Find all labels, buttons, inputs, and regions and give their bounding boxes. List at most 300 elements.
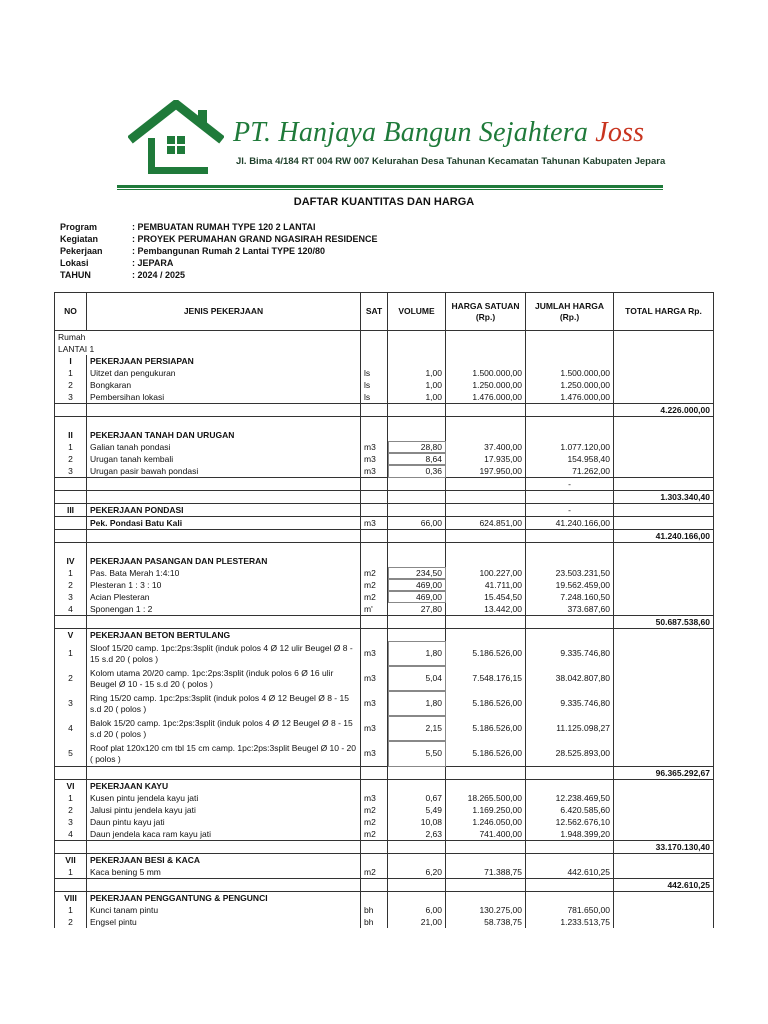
note-row — [55, 343, 714, 355]
item-unit: m3 — [361, 441, 388, 453]
item-description: Kolom utama 20/20 camp. 1pc:2ps:3split (induk polos 6 Ø 16 ulir Beugel Ø 10 - 15 s.d 20 ( polos ) — [87, 666, 361, 691]
empty-cell — [526, 530, 614, 543]
item-unit: m2 — [361, 579, 388, 591]
item-no: 1 — [55, 441, 87, 453]
item-no: 1 — [55, 792, 87, 804]
item-description: Bongkaran — [87, 379, 361, 391]
item-volume: 21,00 — [388, 916, 446, 928]
empty-cell — [614, 441, 714, 453]
empty-cell — [614, 579, 714, 591]
project-info-key: Pekerjaan — [60, 246, 103, 256]
item-volume: 469,00 — [388, 579, 446, 591]
item-unit-price: 13.442,00 — [446, 603, 526, 616]
empty-cell — [614, 716, 714, 741]
empty-cell — [614, 331, 714, 344]
header-volume: VOLUME — [388, 293, 446, 331]
item-volume: 1,80 — [388, 641, 446, 666]
item-row — [55, 741, 714, 767]
item-volume: 1,00 — [388, 391, 446, 404]
empty-cell — [361, 404, 388, 417]
empty-cell — [361, 892, 388, 905]
section-title: PEKERJAAN PERSIAPAN — [87, 355, 361, 367]
empty-cell — [446, 892, 526, 905]
empty-cell — [446, 417, 526, 430]
item-amount: 38.042.807,80 — [526, 666, 614, 691]
empty-cell — [526, 854, 614, 867]
item-no: 2 — [55, 579, 87, 591]
header-harga: HARGA SATUAN (Rp.) — [446, 293, 526, 331]
empty-cell — [614, 355, 714, 367]
item-row — [55, 579, 714, 591]
item-volume: 1,00 — [388, 379, 446, 391]
empty-cell — [388, 543, 446, 556]
empty-cell — [614, 892, 714, 905]
empty-cell — [388, 555, 446, 567]
empty-cell — [361, 429, 388, 441]
item-description: Roof plat 120x120 cm tbl 15 cm camp. 1pc:2ps:3split Beugel Ø 10 - 20 ( polos ) — [87, 741, 361, 767]
empty-cell — [388, 767, 446, 780]
item-row — [55, 367, 714, 379]
subtotal-row — [55, 841, 714, 854]
item-row — [55, 916, 714, 928]
empty-cell — [446, 504, 526, 517]
item-unit: m3 — [361, 641, 388, 666]
blank-row — [55, 543, 714, 556]
item-no: 1 — [55, 866, 87, 879]
item-volume: 1,00 — [388, 367, 446, 379]
empty-cell — [614, 379, 714, 391]
project-info-row — [60, 246, 378, 258]
subtotal-row — [55, 404, 714, 417]
empty-cell — [526, 343, 614, 355]
item-description: Daun pintu kayu jati — [87, 816, 361, 828]
empty-cell — [55, 616, 87, 629]
item-no: 2 — [55, 453, 87, 465]
item-no: 2 — [55, 804, 87, 816]
item-volume: 1,80 — [388, 691, 446, 716]
item-amount: 1.077.120,00 — [526, 441, 614, 453]
empty-cell — [614, 666, 714, 691]
item-amount: 12.562.676,10 — [526, 816, 614, 828]
item-amount: 28.525.893,00 — [526, 741, 614, 767]
empty-cell — [361, 417, 388, 430]
empty-cell — [361, 854, 388, 867]
empty-cell — [446, 343, 526, 355]
empty-cell — [55, 841, 87, 854]
empty-cell — [526, 404, 614, 417]
section-row — [55, 780, 714, 793]
item-unit: m2 — [361, 828, 388, 841]
empty-cell — [361, 343, 388, 355]
item-amount: 1.476.000,00 — [526, 391, 614, 404]
item-unit: m2 — [361, 591, 388, 603]
section-row — [55, 429, 714, 441]
item-no: 5 — [55, 741, 87, 767]
item-amount: 19.562.459,00 — [526, 579, 614, 591]
empty-cell — [446, 841, 526, 854]
item-volume: 27,80 — [388, 603, 446, 616]
empty-cell — [361, 543, 388, 556]
empty-cell — [446, 879, 526, 892]
item-unit: m3 — [361, 691, 388, 716]
item-unit: m2 — [361, 816, 388, 828]
item-no: 4 — [55, 603, 87, 616]
item-description: Kusen pintu jendela kayu jati — [87, 792, 361, 804]
item-unit-price: 1.169.250,00 — [446, 804, 526, 816]
item-unit-price: 624.851,00 — [446, 517, 526, 530]
empty-cell — [388, 892, 446, 905]
boq-table — [54, 292, 714, 928]
item-unit-price: 130.275,00 — [446, 904, 526, 916]
empty-cell — [388, 404, 446, 417]
item-row — [55, 465, 714, 478]
item-volume: 469,00 — [388, 591, 446, 603]
table-header-row — [55, 293, 714, 331]
item-unit: ls — [361, 367, 388, 379]
item-unit: m2 — [361, 866, 388, 879]
company-name: PT. Hanjaya Bangun Sejahtera Joss — [233, 117, 645, 148]
empty-cell — [87, 417, 361, 430]
section-row — [55, 504, 714, 517]
project-info-key: Lokasi — [60, 258, 89, 268]
total-cell: 4.226.000,00 — [614, 404, 714, 417]
empty-cell — [388, 343, 446, 355]
empty-cell — [388, 331, 446, 344]
item-row — [55, 567, 714, 579]
jumlah-cell: - — [526, 478, 614, 491]
item-row — [55, 379, 714, 391]
empty-cell — [55, 879, 87, 892]
item-row — [55, 816, 714, 828]
empty-cell — [526, 417, 614, 430]
empty-cell — [526, 355, 614, 367]
empty-cell — [614, 343, 714, 355]
empty-cell — [446, 530, 526, 543]
item-no: 3 — [55, 691, 87, 716]
item-amount: 6.420.585,60 — [526, 804, 614, 816]
item-unit: m3 — [361, 741, 388, 767]
empty-cell — [614, 555, 714, 567]
item-description: Pas. Bata Merah 1:4:10 — [87, 567, 361, 579]
item-unit-price: 1.250.000,00 — [446, 379, 526, 391]
section-row — [55, 892, 714, 905]
dash-row — [55, 478, 714, 491]
empty-cell — [361, 491, 388, 504]
item-description: Daun jendela kaca ram kayu jati — [87, 828, 361, 841]
section-no: VIII — [55, 892, 87, 905]
empty-cell — [614, 367, 714, 379]
empty-cell — [614, 780, 714, 793]
subtotal-row — [55, 530, 714, 543]
item-unit-price: 17.935,00 — [446, 453, 526, 465]
section-title: PEKERJAAN KAYU — [87, 780, 361, 793]
empty-cell — [446, 491, 526, 504]
item-unit: m2 — [361, 804, 388, 816]
jumlah-cell: - — [526, 504, 614, 517]
total-cell: 50.687.538,60 — [614, 616, 714, 629]
item-description: Urugan tanah kembali — [87, 453, 361, 465]
note-cell: LANTAI 1 — [55, 343, 361, 355]
item-unit: m3 — [361, 453, 388, 465]
item-unit: m3 — [361, 792, 388, 804]
header-total: TOTAL HARGA Rp. — [614, 293, 714, 331]
item-row — [55, 441, 714, 453]
project-info-value: : JEPARA — [132, 258, 174, 268]
empty-cell — [526, 780, 614, 793]
empty-cell — [614, 792, 714, 804]
project-info-row — [60, 258, 378, 270]
header-sat: SAT — [361, 293, 388, 331]
item-description: Acian Plesteran — [87, 591, 361, 603]
item-no: 1 — [55, 367, 87, 379]
item-volume: 28,80 — [388, 441, 446, 453]
item-description: Sloof 15/20 camp. 1pc:2ps:3split (induk polos 4 Ø 12 ulir Beugel Ø 8 - 15 s.d 20 ( polos ) — [87, 641, 361, 666]
item-amount: 1.500.000,00 — [526, 367, 614, 379]
item-volume: 234,50 — [388, 567, 446, 579]
empty-cell — [361, 355, 388, 367]
empty-cell — [614, 854, 714, 867]
empty-cell — [614, 828, 714, 841]
empty-cell — [526, 429, 614, 441]
item-amount: 1.250.000,00 — [526, 379, 614, 391]
item-description: Plesteran 1 : 3 : 10 — [87, 579, 361, 591]
empty-cell — [446, 854, 526, 867]
section-row — [55, 355, 714, 367]
item-unit-price: 5.186.526,00 — [446, 641, 526, 666]
empty-cell — [614, 804, 714, 816]
empty-cell — [446, 331, 526, 344]
item-unit: ls — [361, 391, 388, 404]
empty-cell — [614, 504, 714, 517]
section-title: PEKERJAAN BESI & KACA — [87, 854, 361, 867]
section-no: III — [55, 504, 87, 517]
empty-cell — [388, 629, 446, 642]
empty-cell — [388, 504, 446, 517]
item-unit-price: 5.186.526,00 — [446, 741, 526, 767]
empty-cell — [388, 429, 446, 441]
note-row — [55, 331, 714, 344]
item-no: 4 — [55, 716, 87, 741]
item-row — [55, 603, 714, 616]
empty-cell — [526, 629, 614, 642]
empty-cell — [446, 767, 526, 780]
empty-cell — [446, 616, 526, 629]
item-unit: bh — [361, 916, 388, 928]
item-unit-price: 58.738,75 — [446, 916, 526, 928]
item-row — [55, 591, 714, 603]
empty-cell — [388, 417, 446, 430]
project-info-value: : PEMBUATAN RUMAH TYPE 120 2 LANTAI — [132, 222, 316, 232]
empty-cell — [526, 555, 614, 567]
empty-cell — [526, 616, 614, 629]
project-info-value: : PROYEK PERUMAHAN GRAND NGASIRAH RESIDENCE — [132, 234, 378, 244]
header-rule — [117, 185, 663, 188]
item-no: 1 — [55, 641, 87, 666]
empty-cell — [614, 691, 714, 716]
item-unit-price: 7.548.176,15 — [446, 666, 526, 691]
item-unit: bh — [361, 904, 388, 916]
item-no: 4 — [55, 828, 87, 841]
item-description: Urugan pasir bawah pondasi — [87, 465, 361, 478]
blank-row — [55, 417, 714, 430]
item-description: Uitzet dan pengukuran — [87, 367, 361, 379]
project-info-value: : 2024 / 2025 — [132, 270, 186, 280]
item-description: Galian tanah pondasi — [87, 441, 361, 453]
total-cell: 96.365.292,67 — [614, 767, 714, 780]
section-row — [55, 629, 714, 642]
subtotal-row — [55, 767, 714, 780]
item-amount: 1.948.399,20 — [526, 828, 614, 841]
empty-cell — [614, 517, 714, 530]
empty-cell — [55, 491, 87, 504]
empty-cell — [526, 841, 614, 854]
empty-cell — [526, 879, 614, 892]
empty-cell — [87, 841, 361, 854]
section-title: PEKERJAAN PENGGANTUNG & PENGUNCI — [87, 892, 361, 905]
section-title: PEKERJAAN BETON BERTULANG — [87, 629, 361, 642]
subtotal-row — [55, 879, 714, 892]
empty-cell — [526, 892, 614, 905]
empty-cell — [55, 404, 87, 417]
item-description: Engsel pintu — [87, 916, 361, 928]
empty-cell — [614, 417, 714, 430]
empty-cell — [614, 741, 714, 767]
project-info-value: : Pembangunan Rumah 2 Lantai TYPE 120/80 — [132, 246, 326, 256]
item-row — [55, 792, 714, 804]
item-unit: m3 — [361, 465, 388, 478]
item-row — [55, 641, 714, 666]
item-description: Pek. Pondasi Batu Kali — [87, 517, 361, 530]
item-no: 2 — [55, 379, 87, 391]
empty-cell — [388, 478, 446, 491]
item-unit-price: 1.500.000,00 — [446, 367, 526, 379]
item-volume: 5,50 — [388, 741, 446, 767]
item-description: Ring 15/20 camp. 1pc:2ps:3split (induk polos 4 Ø 12 Beugel Ø 8 - 15 s.d 20 ( polos ) — [87, 691, 361, 716]
empty-cell — [614, 465, 714, 478]
note-cell: Rumah — [55, 331, 361, 344]
item-unit-price: 197.950,00 — [446, 465, 526, 478]
empty-cell — [446, 478, 526, 491]
project-info-key: Program — [60, 222, 98, 232]
item-unit: m3 — [361, 666, 388, 691]
item-unit-price: 71.388,75 — [446, 866, 526, 879]
empty-cell — [446, 404, 526, 417]
item-description: Kunci tanam pintu — [87, 904, 361, 916]
empty-cell — [388, 841, 446, 854]
item-description: Kaca bening 5 mm — [87, 866, 361, 879]
document-title: DAFTAR KUANTITAS DAN HARGA — [293, 196, 475, 208]
empty-cell — [614, 916, 714, 928]
item-amount: 9.335.746,80 — [526, 691, 614, 716]
item-amount: 23.503.231,50 — [526, 567, 614, 579]
empty-cell — [446, 543, 526, 556]
company-address: Jl. Bima 4/184 RT 004 RW 007 Kelurahan Desa Tahunan Kecamatan Tahunan Kabupaten Jepara — [236, 156, 666, 167]
item-unit-price: 41.711,00 — [446, 579, 526, 591]
empty-cell — [526, 767, 614, 780]
item-row — [55, 904, 714, 916]
empty-cell — [361, 331, 388, 344]
item-no: 3 — [55, 391, 87, 404]
empty-cell — [614, 429, 714, 441]
section-title: PEKERJAAN PASANGAN DAN PLESTERAN — [87, 555, 361, 567]
item-unit: m3 — [361, 517, 388, 530]
empty-cell — [446, 355, 526, 367]
section-title: PEKERJAAN TANAH DAN URUGAN — [87, 429, 361, 441]
empty-cell — [87, 543, 361, 556]
empty-cell — [361, 616, 388, 629]
empty-cell — [388, 355, 446, 367]
item-amount: 154.958,40 — [526, 453, 614, 465]
item-row — [55, 866, 714, 879]
item-amount: 11.125.098,27 — [526, 716, 614, 741]
item-no: 2 — [55, 916, 87, 928]
empty-cell — [614, 391, 714, 404]
item-volume: 2,15 — [388, 716, 446, 741]
item-unit-price: 1.246.050,00 — [446, 816, 526, 828]
item-no: 2 — [55, 666, 87, 691]
item-volume: 0,67 — [388, 792, 446, 804]
item-row — [55, 391, 714, 404]
section-row — [55, 854, 714, 867]
empty-cell — [446, 555, 526, 567]
item-unit: m' — [361, 603, 388, 616]
item-amount: 41.240.166,00 — [526, 517, 614, 530]
empty-cell — [87, 404, 361, 417]
total-cell: 442.610,25 — [614, 879, 714, 892]
empty-cell — [614, 816, 714, 828]
empty-cell — [446, 629, 526, 642]
empty-cell — [446, 780, 526, 793]
item-no: 3 — [55, 591, 87, 603]
item-no: 1 — [55, 567, 87, 579]
empty-cell — [614, 478, 714, 491]
item-unit-price: 37.400,00 — [446, 441, 526, 453]
empty-cell — [361, 555, 388, 567]
empty-cell — [361, 841, 388, 854]
project-info-row — [60, 270, 378, 282]
item-no: 1 — [55, 904, 87, 916]
section-no: II — [55, 429, 87, 441]
item-volume: 5,49 — [388, 804, 446, 816]
empty-cell — [361, 767, 388, 780]
empty-cell — [388, 530, 446, 543]
empty-cell — [361, 879, 388, 892]
item-unit-price: 100.227,00 — [446, 567, 526, 579]
empty-cell — [526, 331, 614, 344]
empty-cell — [388, 616, 446, 629]
item-no: 3 — [55, 816, 87, 828]
item-row — [55, 691, 714, 716]
empty-cell — [55, 530, 87, 543]
empty-cell — [361, 629, 388, 642]
section-no: IV — [55, 555, 87, 567]
item-amount: 71.262,00 — [526, 465, 614, 478]
item-amount: 442.610,25 — [526, 866, 614, 879]
empty-cell — [361, 478, 388, 491]
empty-cell — [87, 530, 361, 543]
empty-cell — [87, 491, 361, 504]
item-description: Pembersihan lokasi — [87, 391, 361, 404]
item-volume: 8,64 — [388, 453, 446, 465]
company-logo — [128, 100, 224, 178]
project-info — [60, 222, 378, 282]
item-row — [55, 666, 714, 691]
item-unit-price: 1.476.000,00 — [446, 391, 526, 404]
item-unit-price: 15.454,50 — [446, 591, 526, 603]
item-unit-price: 5.186.526,00 — [446, 716, 526, 741]
subtotal-row — [55, 616, 714, 629]
project-info-row — [60, 234, 378, 246]
